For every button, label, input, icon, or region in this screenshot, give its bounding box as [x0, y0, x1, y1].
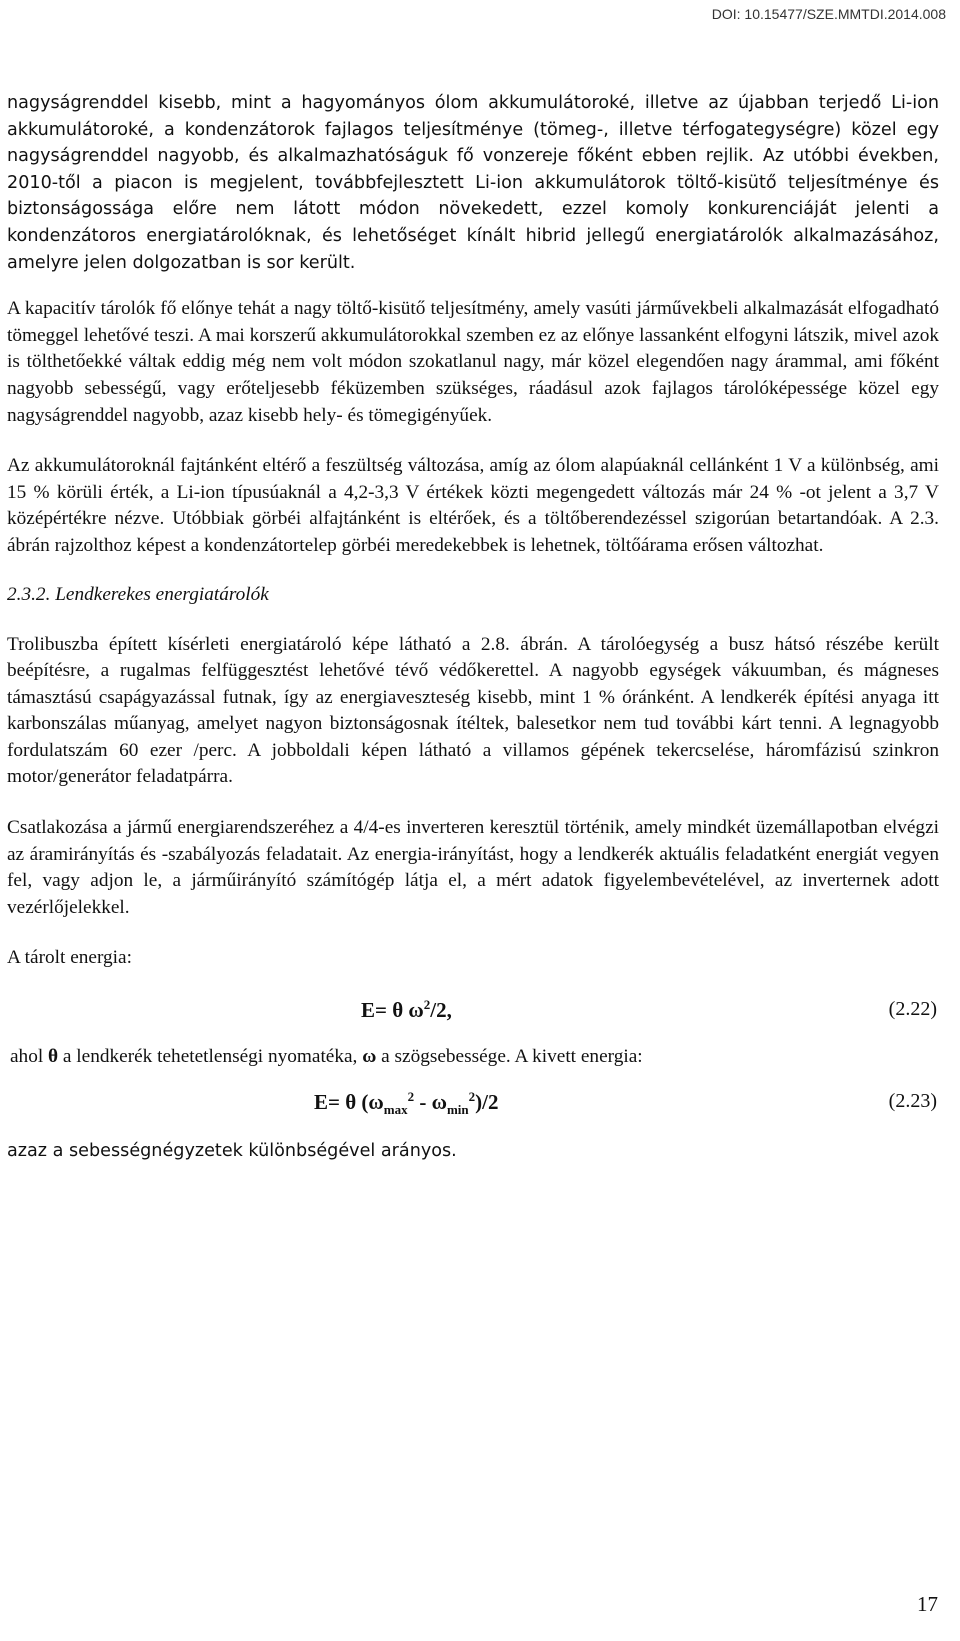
- equation-formula: E= θ $(\omega_{max}^2 - \omega_{min}^2)/2$: [314, 1089, 499, 1118]
- section-heading: 2.3.2. Lendkerekes energiatárolók: [7, 583, 269, 605]
- paragraph-1: nagyságrenddel kisebb, mint a hagyományos ólom akkumulátoroké, illetve az újabban terjedő Li-ion akkumulátoroké, a kondenzátorok fajlagos teljesítménye (tömeg-, illetve térfogategységre) közel egy nagyságrenddel nagyobb, és alkalmazhatóságuk fő vonzereje főként ebben rejlik. Az utóbbi években, 2010-től a piacon is megjelent, továbbfejlesztett Li-ion akkumulátorok töltő-kisütő teljesítménye és biztonságossága előre nem látott módon növekedett, ezzel komoly konkurenciáját jelenti a kondenzátoros energiatárolóknak, és lehetőséget kínált hibrid jellegű energiatárolók alkalmazásához, amelyre jelen dolgozatban is sor került.: [7, 93, 939, 273]
- paragraph-6: A tárolt energia:: [7, 947, 132, 969]
- equation-number: (2.22): [888, 998, 937, 1021]
- paragraph-2: A kapacitív tárolók fő előnye tehát a nagy töltő-kisütő teljesítmény, amely vasúti járművekbeli alkalmazását elfogadható tömeggel lehetővé teszi. A mai korszerű akkumulátorokkal szemben ez az előnye lassanként elfogyni látszik, mivel azok is tölthetőekké váltak eddig még nem volt módon szokatlanul nagy, már közel elegendően nagy árammal, ami főként nagyobb sebességű, vagy erőteljesebb féküzemben szükséges, ráadásul azok fajlagos tárolóképessége közel egy nagyságrenddel nagyobb, azaz kisebb hely- és tömegigényűek.: [7, 298, 939, 426]
- paragraph-4: Trolibuszba épített kísérleti energiatároló képe látható a 2.8. ábrán. A tárolóegység a busz hátsó részébe került beépítésre, a rugalmas felfüggesztést lehetővé tévő védőkerettel. A nagyobb egységek vákuumban, és mágneses támasztású csapágyazással futnak, így az energiaveszteség kisebb, mint 1 % óránként. A lendkerék építési anyaga itt karbonszálas műanyag, amelyet nagyon biztonságosnak ítéltek, balesetkor nem tud további kárt tenni. A legnagyobb fordulatszám 60 ezer /perc. A jobboldali képen látható a villamos gépének tekercselése, háromfázisú szinkron motor/generátor feladatpárra.: [7, 633, 939, 788]
- page-number: 17: [917, 1592, 938, 1616]
- paragraph-5: Csatlakozása a jármű energiarendszeréhez a 4/4-es inverteren keresztül történik, amely mindkét üzemállapotban elvégzi az áramirányítás és -szabályozás feladatait. Az energia-irányítást, hogy a lendkerék aktuális feladatként energiát vegyen fel, vagy adjon le, a járműirányító számítógép látja el, a mért adatok figyelembevételével, az inverternek adott vezérlőjelekkel.: [7, 817, 939, 918]
- document-body: [7, 90, 939, 1165]
- variable-definition: ahol θ a lendkerék tehetetlenségi nyomatéka, ω a szögsebessége. A kivett energia:: [10, 1046, 643, 1068]
- equation-2-22: [7, 998, 939, 1032]
- equation-number: (2.23): [888, 1090, 937, 1113]
- equation-formula: E= θ $\omega^2/2$,: [361, 997, 452, 1023]
- closing-sentence: azaz a sebességnégyzetek különbségével arányos.: [7, 1141, 457, 1162]
- equation-2-23: [7, 1090, 939, 1124]
- doi-header: DOI: 10.15477/SZE.MMTDI.2014.008: [711, 6, 946, 22]
- paragraph-3: Az akkumulátoroknál fajtánként eltérő a feszültség változása, amíg az ólom alapúaknál cellánként 1 V a különbség, ami 15 % körüli érték, a Li-ion típusúaknál a 4,2-3,3 V értékek közti megengedett változás már 24 % -ot jelent a 3,7 V középértékre nézve. Utóbbiak görbéi alfajtánként is eltérőek, és a töltőberendezéssel szigorúan betartandóak. A 2.3. ábrán rajzolthoz képest a kondenzátortelep görbéi meredekebbek is lehetnek, töltőárama erősen változhat.: [7, 455, 939, 556]
